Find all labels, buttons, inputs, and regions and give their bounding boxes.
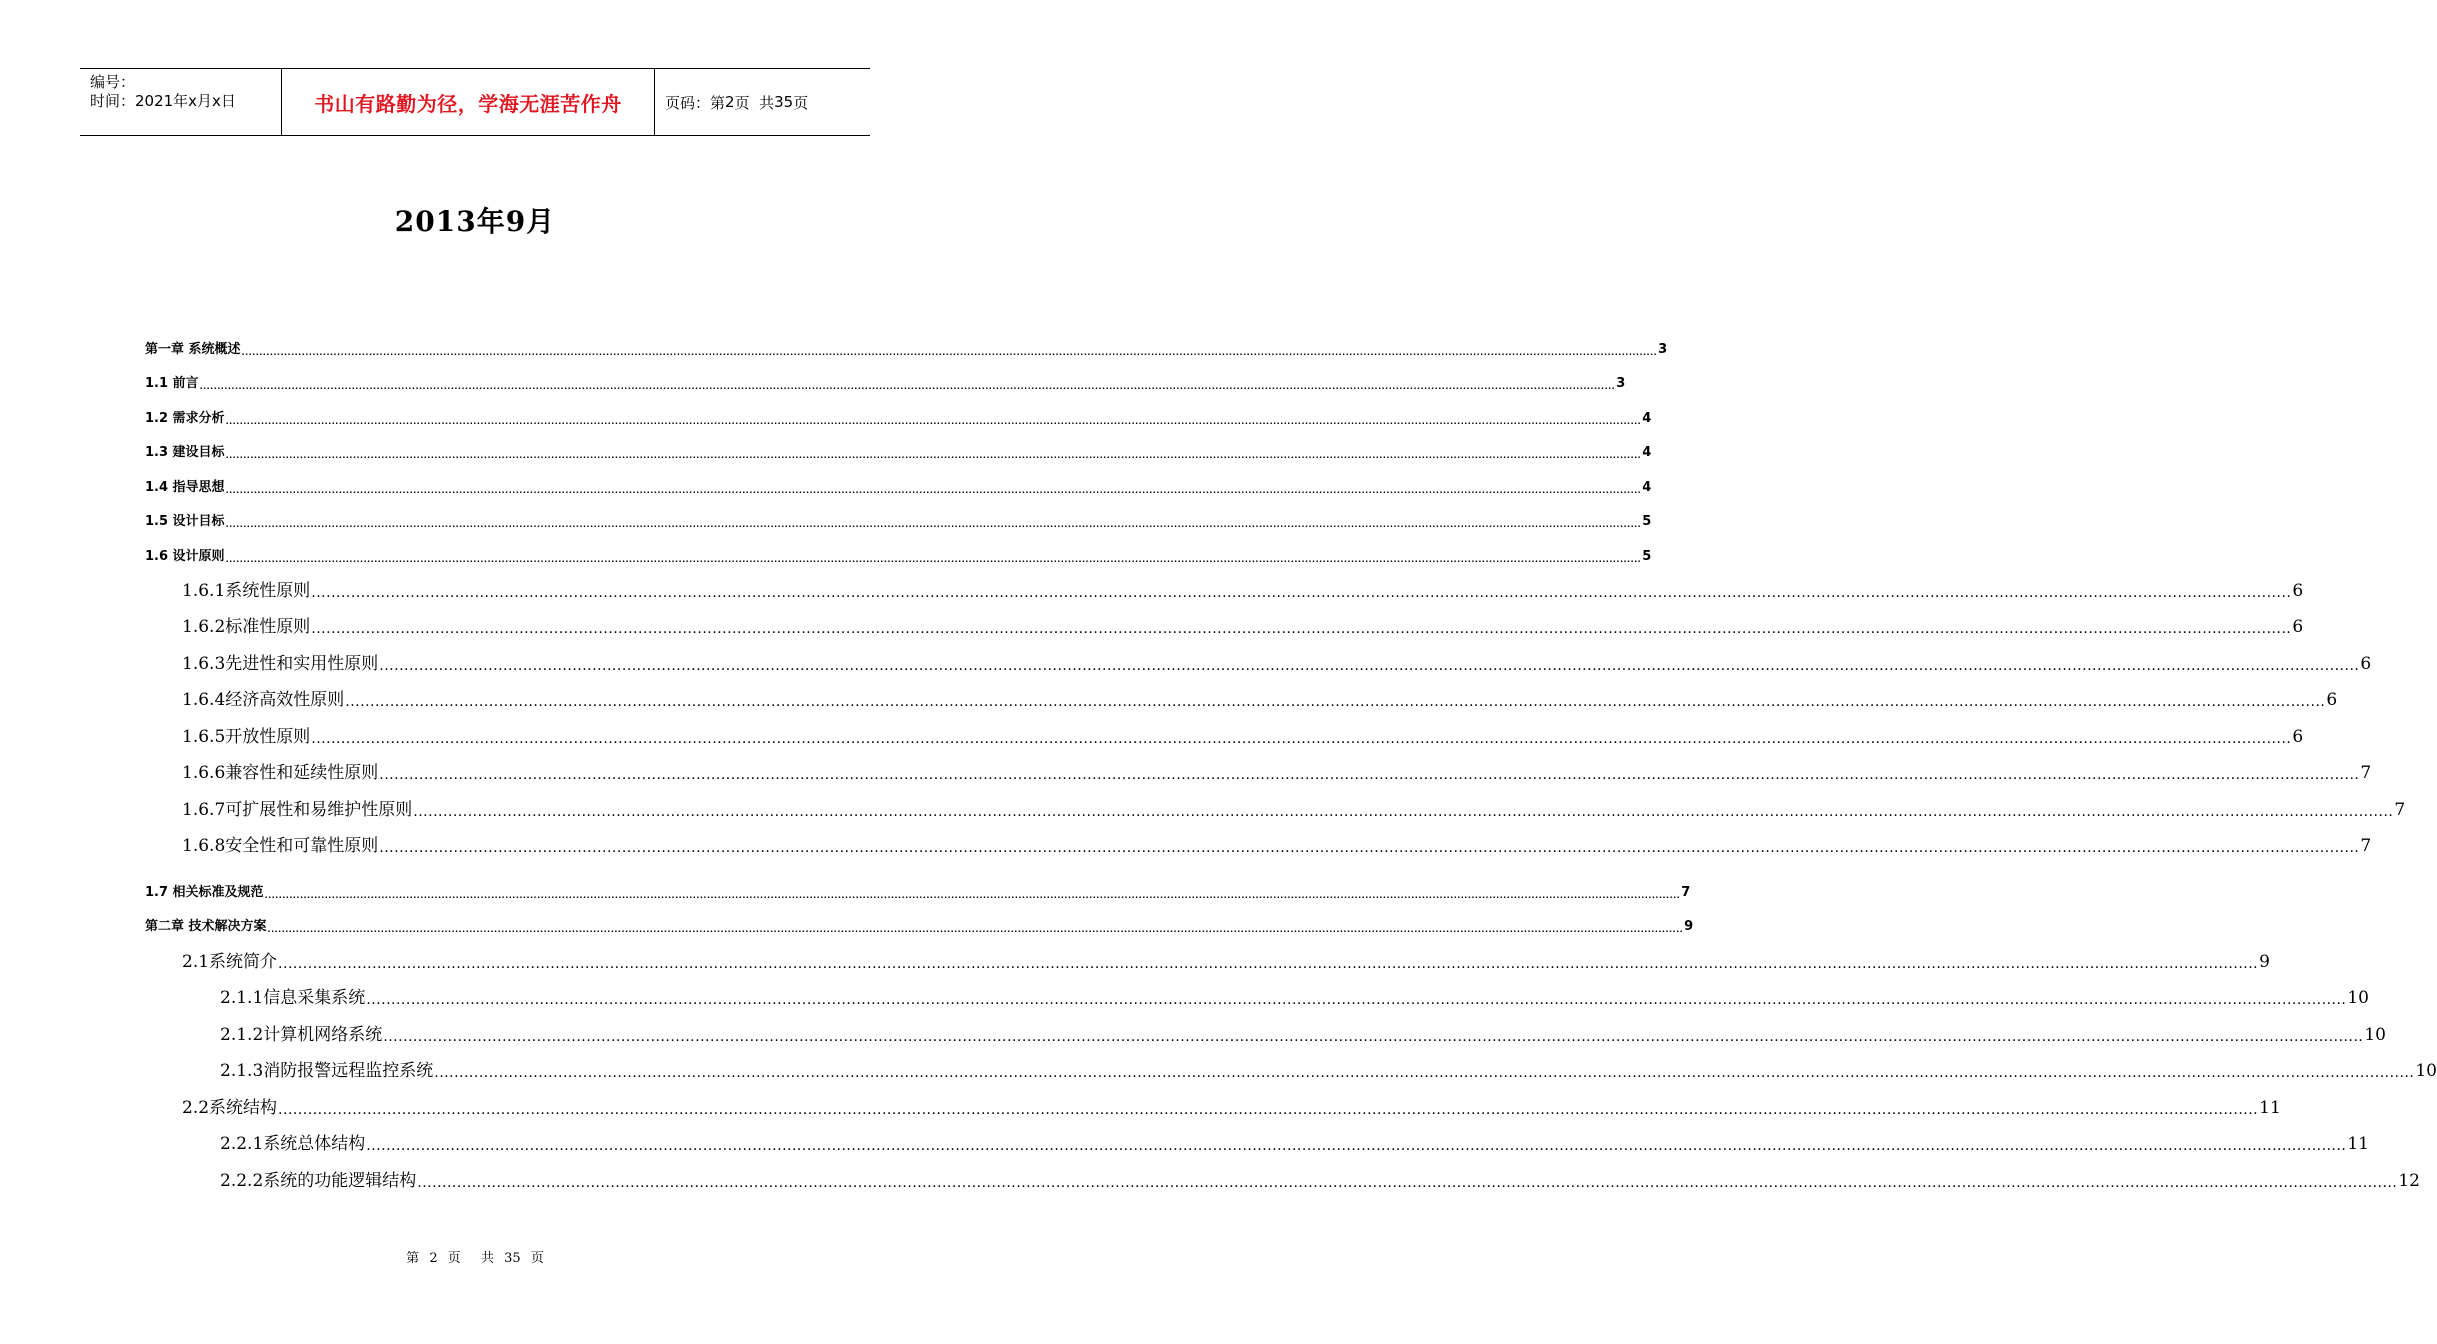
- toc-leader-dots: ................................................................................................................................................................................................................................................................................................................................................................................................................: [434, 1065, 2415, 1081]
- toc-entry[interactable]: [182, 688, 2338, 712]
- toc-leader-dots: ................................................................................................................................................................................................................................................................................................................................................................................................................: [366, 1138, 2347, 1154]
- toc-entry-page: 7: [2394, 800, 2406, 820]
- toc-leader-dots: ................................................................................................................................................................................................................................................................................................................................................................................................................: [241, 348, 1658, 357]
- toc-entry[interactable]: [182, 950, 2270, 974]
- toc-entry-text: 2.1系统简介: [182, 952, 278, 972]
- toc-entry-text: 1.6.3先进性和实用性原则: [182, 654, 379, 674]
- toc-entry-text: 1.6.1系统性原则: [182, 581, 311, 601]
- toc-entry-text: 1.2 需求分析: [145, 411, 225, 426]
- toc-entry-page: 6: [2292, 581, 2304, 601]
- page-footer: [0, 1247, 950, 1266]
- toc-entry-text: 1.3 建设目标: [145, 445, 225, 460]
- toc-entry[interactable]: [182, 652, 2372, 676]
- toc-leader-dots: ................................................................................................................................................................................................................................................................................................................................................................................................................: [264, 891, 1681, 900]
- toc-entry[interactable]: [182, 798, 2406, 822]
- toc-entry-page: 3: [1616, 376, 1626, 391]
- footer-suffix: 页: [530, 1251, 544, 1266]
- document-date-title: 2013年9月: [394, 205, 556, 238]
- toc-leader-dots: ................................................................................................................................................................................................................................................................................................................................................................................................................: [413, 804, 2394, 820]
- toc-entry-page: 12: [2398, 1171, 2420, 1191]
- toc-entry-page: 9: [1684, 919, 1694, 934]
- toc-entry-page: 4: [1642, 480, 1652, 495]
- toc-leader-dots: ................................................................................................................................................................................................................................................................................................................................................................................................................: [417, 1175, 2398, 1191]
- toc-entry-text: 2.2.1系统总体结构: [220, 1134, 366, 1154]
- toc-entry-page: 11: [2347, 1134, 2369, 1154]
- toc-entry[interactable]: [220, 986, 2369, 1010]
- header-motto: 书山有路勤为径，学海无涯苦作舟: [314, 91, 622, 116]
- toc-entry[interactable]: [182, 725, 2304, 749]
- toc-entry-page: 6: [2360, 654, 2372, 674]
- toc-leader-dots: ................................................................................................................................................................................................................................................................................................................................................................................................................: [225, 486, 1642, 495]
- toc-entry[interactable]: [182, 579, 2304, 603]
- toc-leader-dots: ................................................................................................................................................................................................................................................................................................................................................................................................................: [379, 840, 2360, 856]
- toc-entry-page: 7: [2360, 763, 2372, 783]
- toc-entry[interactable]: [182, 761, 2372, 785]
- header-page-mid: 页 共: [734, 93, 775, 112]
- toc-leader-dots: ................................................................................................................................................................................................................................................................................................................................................................................................................: [311, 621, 2292, 637]
- toc-entry[interactable]: [145, 374, 1626, 394]
- toc-leader-dots: ................................................................................................................................................................................................................................................................................................................................................................................................................: [311, 585, 2292, 601]
- toc-entry[interactable]: [220, 1169, 2420, 1193]
- toc-entry-page: 4: [1642, 445, 1652, 460]
- toc-entry[interactable]: [182, 615, 2304, 639]
- toc-leader-dots: ................................................................................................................................................................................................................................................................................................................................................................................................................: [225, 520, 1642, 529]
- toc-leader-dots: ................................................................................................................................................................................................................................................................................................................................................................................................................: [366, 992, 2347, 1008]
- toc-entry-text: 1.6.4经济高效性原则: [182, 690, 345, 710]
- toc-entry-page: 10: [2364, 1025, 2386, 1045]
- header-page-suffix: 页: [793, 93, 809, 112]
- header-number-label: 编号：: [90, 73, 136, 91]
- toc-entry-page: 7: [2360, 836, 2372, 856]
- toc-leader-dots: ................................................................................................................................................................................................................................................................................................................................................................................................................: [278, 956, 2259, 972]
- toc-entry-text: 2.2.2系统的功能逻辑结构: [220, 1171, 417, 1191]
- header-page-total: 35: [774, 93, 794, 111]
- toc-entry[interactable]: [220, 1132, 2369, 1156]
- toc-leader-dots: ................................................................................................................................................................................................................................................................................................................................................................................................................: [225, 451, 1642, 460]
- toc-entry-text: 2.1.3消防报警远程监控系统: [220, 1061, 434, 1081]
- toc-leader-dots: ................................................................................................................................................................................................................................................................................................................................................................................................................: [383, 1029, 2364, 1045]
- toc-leader-dots: ................................................................................................................................................................................................................................................................................................................................................................................................................: [199, 382, 1616, 391]
- toc-entry[interactable]: [182, 1096, 2281, 1120]
- toc-entry-text: 1.6.2标准性原则: [182, 617, 311, 637]
- toc-entry-page: 9: [2259, 952, 2270, 972]
- toc-entry-text: 1.6.7可扩展性和易维护性原则: [182, 800, 413, 820]
- toc-entry-page: 6: [2292, 617, 2304, 637]
- toc-leader-dots: ................................................................................................................................................................................................................................................................................................................................................................................................................: [379, 658, 2360, 674]
- toc-entry-page: 11: [2259, 1098, 2281, 1118]
- toc-entry-text: 1.6.8安全性和可靠性原则: [182, 836, 379, 856]
- toc-entry-text: 2.1.2计算机网络系统: [220, 1025, 383, 1045]
- toc-entry[interactable]: [145, 883, 1691, 903]
- footer-prefix: 第: [406, 1251, 420, 1266]
- toc-leader-dots: ................................................................................................................................................................................................................................................................................................................................................................................................................: [379, 767, 2360, 783]
- toc-leader-dots: ................................................................................................................................................................................................................................................................................................................................................................................................................: [225, 417, 1642, 426]
- toc-entry-text: 2.2系统结构: [182, 1098, 278, 1118]
- toc-entry[interactable]: [145, 917, 1694, 937]
- toc-entry[interactable]: [145, 547, 1652, 567]
- toc-entry[interactable]: [145, 340, 1668, 360]
- toc-entry[interactable]: [145, 478, 1652, 498]
- toc-entry-text: 1.6 设计原则: [145, 549, 225, 564]
- toc-entry[interactable]: [220, 1059, 2437, 1083]
- toc-entry-text: 1.6.5开放性原则: [182, 727, 311, 747]
- toc-entry-text: 1.7 相关标准及规范: [145, 885, 264, 900]
- toc-entry[interactable]: [182, 834, 2372, 858]
- toc-leader-dots: ................................................................................................................................................................................................................................................................................................................................................................................................................: [278, 1102, 2259, 1118]
- toc-entry-text: 1.5 设计目标: [145, 514, 225, 529]
- toc-leader-dots: ................................................................................................................................................................................................................................................................................................................................................................................................................: [311, 731, 2292, 747]
- toc-entry-text: 第一章 系统概述: [145, 342, 241, 357]
- footer-page-num: 2: [429, 1251, 438, 1266]
- toc-entry-page: 10: [2347, 988, 2369, 1008]
- toc-entry-page: 5: [1642, 549, 1652, 564]
- toc-leader-dots: ................................................................................................................................................................................................................................................................................................................................................................................................................: [267, 925, 1684, 934]
- toc-entry-page: 7: [1681, 885, 1691, 900]
- toc-leader-dots: ................................................................................................................................................................................................................................................................................................................................................................................................................: [225, 555, 1642, 564]
- toc-leader-dots: ................................................................................................................................................................................................................................................................................................................................................................................................................: [345, 694, 2326, 710]
- toc-entry-text: 1.1 前言: [145, 376, 199, 391]
- header-page-num: 2: [725, 93, 735, 111]
- header-time-label: 时间：2021年x月x日: [90, 92, 236, 110]
- toc-entry-page: 6: [2326, 690, 2338, 710]
- toc-entry-page: 5: [1642, 514, 1652, 529]
- toc-entry-page: 10: [2415, 1061, 2437, 1081]
- toc-entry-text: 2.1.1信息采集系统: [220, 988, 366, 1008]
- toc-entry-text: 1.4 指导思想: [145, 480, 225, 495]
- header-page-prefix: 页码：第: [665, 93, 726, 112]
- footer-total: 35: [504, 1251, 521, 1266]
- toc-entry-page: 4: [1642, 411, 1652, 426]
- footer-mid: 页 共: [447, 1251, 494, 1266]
- toc-entry[interactable]: [145, 409, 1652, 429]
- toc-entry-text: 第二章 技术解决方案: [145, 919, 267, 934]
- toc-entry[interactable]: [220, 1023, 2386, 1047]
- toc-entry-text: 1.6.6兼容性和延续性原则: [182, 763, 379, 783]
- toc-entry-page: 3: [1658, 342, 1668, 357]
- toc-entry[interactable]: [145, 443, 1652, 463]
- toc-entry-page: 6: [2292, 727, 2304, 747]
- toc-entry[interactable]: [145, 512, 1652, 532]
